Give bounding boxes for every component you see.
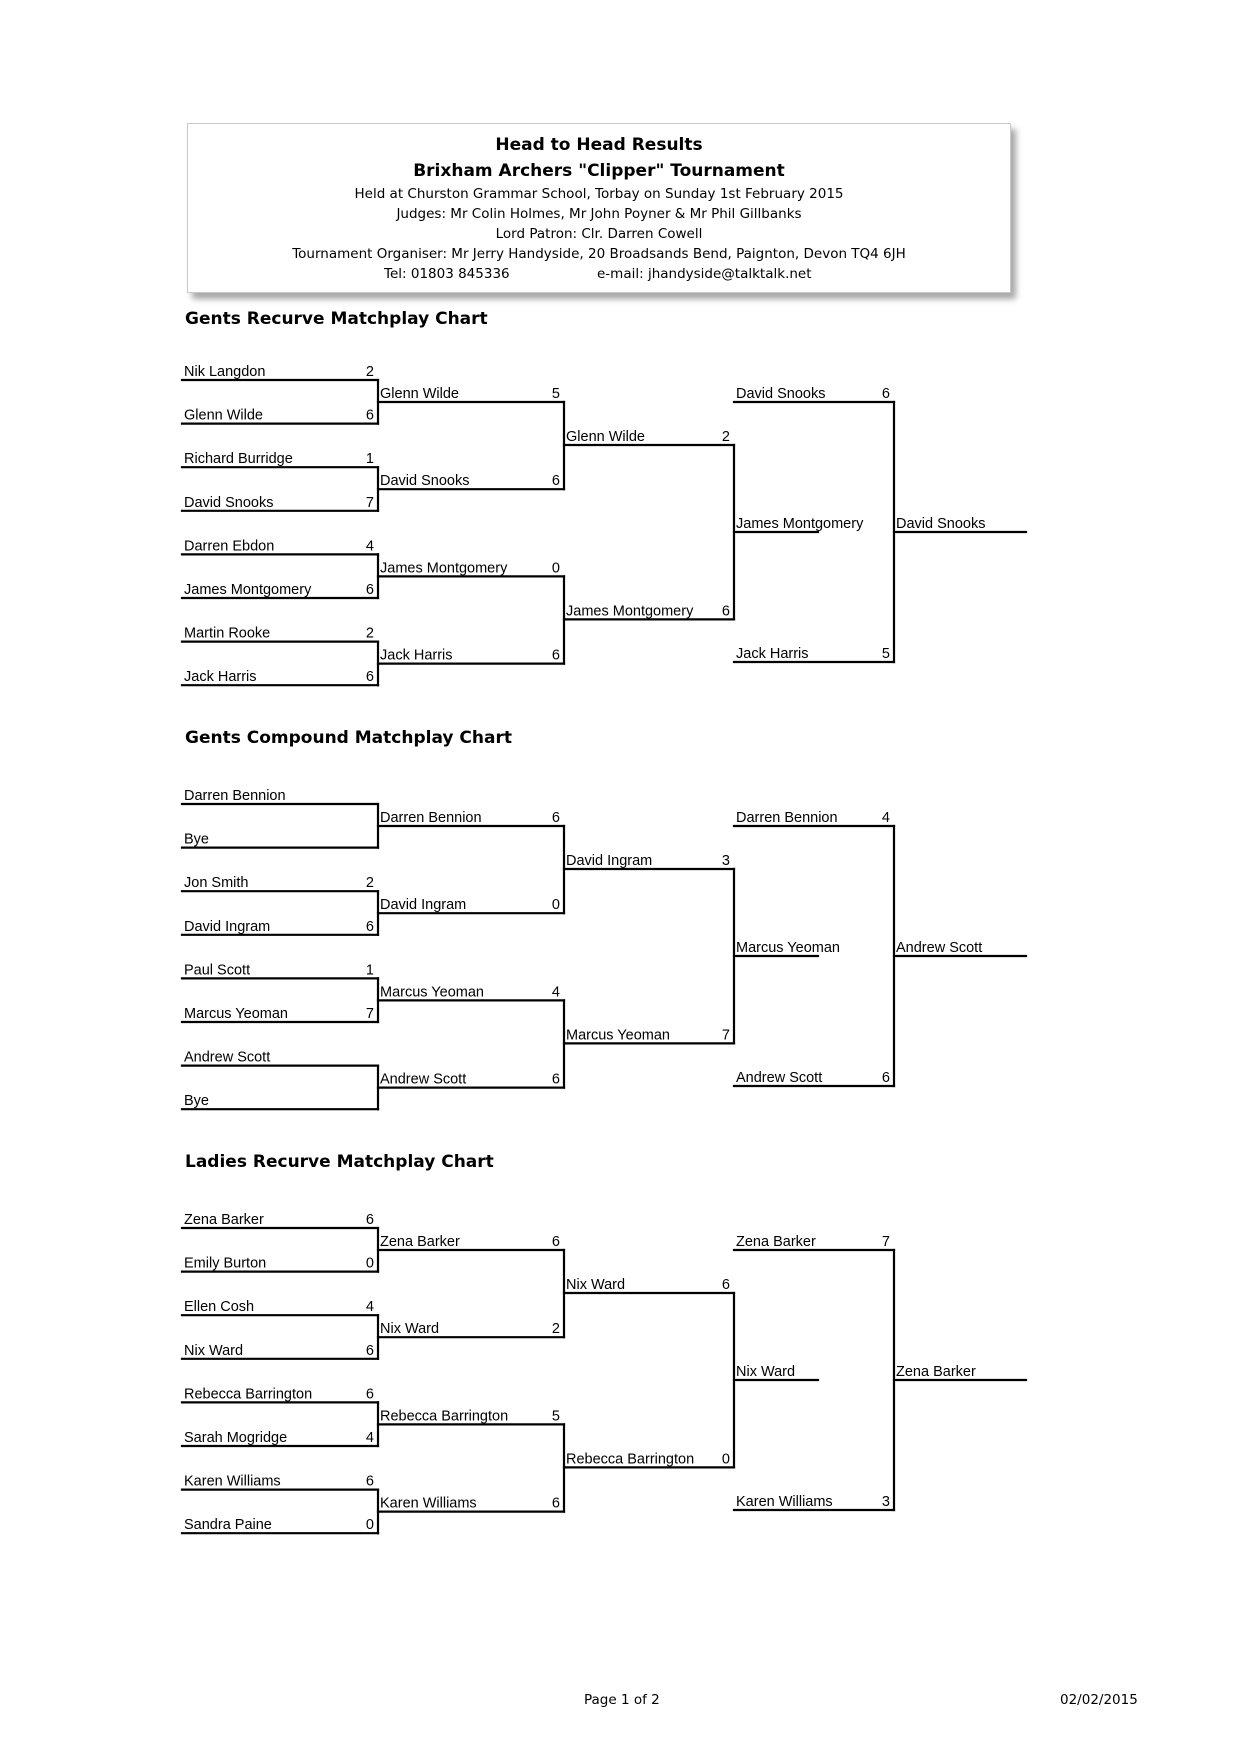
round1-score: 0 [365, 1517, 374, 1534]
round3-name: Nix Ward [566, 1277, 626, 1293]
round1-name: Bye [184, 831, 209, 848]
round1-score: 2 [365, 875, 374, 892]
tournament-header [187, 123, 1011, 293]
round3-score: 0 [721, 1451, 730, 1468]
round2-name: Glenn Wilde [380, 386, 459, 402]
round1-name: Darren Bennion [184, 788, 286, 804]
results-title: Head to Head Results [495, 135, 703, 155]
round1-name: Karen Williams [184, 1473, 281, 1490]
bracket-gents-recurve [0, 340, 1240, 700]
bronze-winner-name: Nix Ward [736, 1364, 796, 1380]
round2-name: James Montgomery [380, 560, 508, 577]
round2-name: Andrew Scott [380, 1071, 467, 1088]
final-score: 6 [881, 386, 890, 402]
round1-score: 2 [365, 625, 374, 642]
round2-name: David Snooks [380, 473, 470, 490]
round1-score: 4 [365, 1299, 374, 1316]
round1-score: 6 [365, 1386, 374, 1403]
final-name: Darren Bennion [736, 810, 838, 826]
round2-name: Nix Ward [380, 1321, 440, 1338]
round1-name: Emily Burton [184, 1255, 267, 1272]
round2-score: 6 [551, 1071, 560, 1088]
bronze-winner-name: Marcus Yeoman [736, 940, 840, 956]
round1-name: Sandra Paine [184, 1517, 272, 1534]
round1-name: David Snooks [184, 494, 274, 511]
round2-score: 6 [551, 1495, 560, 1512]
final-name: David Snooks [736, 386, 826, 402]
round3-score: 6 [721, 603, 730, 620]
round2-name: David Ingram [380, 897, 467, 914]
final-name: Karen Williams [736, 1494, 833, 1510]
round1-name: James Montgomery [184, 582, 312, 598]
venue-line: Held at Churston Grammar School, Torbay on Sunday 1st February 2015 [354, 186, 844, 202]
round1-name: Glenn Wilde [184, 407, 263, 424]
round2-score: 6 [551, 1234, 560, 1250]
round1-name: Paul Scott [184, 962, 251, 979]
tournament-name: Brixham Archers "Clipper" Tournament [413, 161, 785, 181]
round2-name: Marcus Yeoman [380, 984, 484, 1001]
organiser-line: Tournament Organiser: Mr Jerry Handyside, 20 Broadsands Bend, Paignton, Devon TQ4 6JH [292, 246, 906, 262]
round1-score: 1 [365, 962, 374, 979]
round1-score: 6 [365, 1473, 374, 1490]
round3-name: Rebecca Barrington [566, 1451, 695, 1468]
bracket-ladies-recurve [0, 1188, 1240, 1548]
round1-score: 6 [365, 1342, 374, 1359]
judges-line: Judges: Mr Colin Holmes, Mr John Poyner & Mr Phil Gillbanks [396, 206, 802, 222]
final-score: 5 [881, 646, 890, 662]
round2-score: 0 [551, 560, 560, 577]
round1-score: 6 [365, 1212, 374, 1228]
chart-title-gents-recurve: Gents Recurve Matchplay Chart [185, 309, 488, 329]
bracket-gents-compound [0, 764, 1240, 1124]
round3-score: 7 [721, 1027, 730, 1044]
page-number: Page 1 of 2 [584, 1692, 660, 1708]
round2-score: 6 [551, 473, 560, 490]
round2-name: Darren Bennion [380, 810, 482, 826]
round2-score: 6 [551, 810, 560, 826]
round1-name: Jon Smith [184, 875, 249, 892]
final-score: 3 [881, 1494, 890, 1510]
print-date: 02/02/2015 [1060, 1692, 1138, 1708]
round3-name: Marcus Yeoman [566, 1027, 670, 1044]
round3-name: David Ingram [566, 853, 653, 869]
round1-name: David Ingram [184, 918, 271, 935]
round1-name: Richard Burridge [184, 451, 293, 468]
contact-line [188, 264, 1010, 284]
round2-name: Zena Barker [380, 1234, 460, 1250]
round2-score: 0 [551, 897, 560, 914]
round1-score: 6 [365, 582, 374, 598]
round2-score: 2 [551, 1321, 560, 1338]
round1-name: Nik Langdon [184, 364, 266, 380]
round1-name: Ellen Cosh [184, 1299, 255, 1316]
final-score: 4 [881, 810, 890, 826]
winner-name: Zena Barker [896, 1364, 976, 1380]
telephone: Tel: 01803 845336 [384, 266, 510, 282]
round1-name: Marcus Yeoman [184, 1006, 288, 1022]
round2-score: 5 [551, 1408, 560, 1425]
round2-score: 6 [551, 647, 560, 664]
round1-score: 6 [365, 918, 374, 935]
round1-score: 4 [365, 1430, 374, 1446]
final-name: Andrew Scott [736, 1070, 823, 1086]
round1-score: 6 [365, 669, 374, 686]
round3-score: 3 [721, 853, 730, 869]
round1-name: Rebecca Barrington [184, 1386, 313, 1403]
round2-score: 4 [551, 984, 560, 1001]
round3-score: 2 [721, 429, 730, 445]
round1-score: 7 [365, 1006, 374, 1022]
round2-name: Jack Harris [380, 647, 453, 664]
chart-title-ladies-recurve: Ladies Recurve Matchplay Chart [185, 1152, 494, 1172]
round1-name: Sarah Mogridge [184, 1430, 288, 1446]
round2-name: Rebecca Barrington [380, 1408, 509, 1425]
round1-name: Darren Ebdon [184, 538, 275, 555]
chart-title-gents-compound: Gents Compound Matchplay Chart [185, 728, 512, 748]
round2-score: 5 [551, 386, 560, 402]
round1-score: 4 [365, 538, 374, 555]
round1-score: 7 [365, 494, 374, 511]
round3-name: Glenn Wilde [566, 429, 645, 445]
final-score: 7 [881, 1234, 890, 1250]
round3-score: 6 [721, 1277, 730, 1293]
round1-name: Andrew Scott [184, 1049, 271, 1066]
round1-name: Martin Rooke [184, 625, 271, 642]
winner-name: Andrew Scott [896, 940, 983, 956]
round1-score: 2 [365, 364, 374, 380]
round2-name: Karen Williams [380, 1495, 477, 1512]
final-name: Zena Barker [736, 1234, 816, 1250]
round1-score: 0 [365, 1255, 374, 1272]
round3-name: James Montgomery [566, 603, 694, 620]
round1-score: 1 [365, 451, 374, 468]
round1-name: Bye [184, 1093, 209, 1110]
round1-name: Zena Barker [184, 1212, 264, 1228]
final-name: Jack Harris [736, 646, 809, 662]
patron-line: Lord Patron: Clr. Darren Cowell [495, 226, 703, 242]
bronze-winner-name: James Montgomery [736, 516, 864, 532]
round1-name: Jack Harris [184, 669, 257, 686]
winner-name: David Snooks [896, 516, 986, 532]
email: e-mail: jhandyside@talktalk.net [597, 266, 812, 282]
final-score: 6 [881, 1070, 890, 1086]
round1-score: 6 [365, 407, 374, 424]
round1-name: Nix Ward [184, 1342, 244, 1359]
